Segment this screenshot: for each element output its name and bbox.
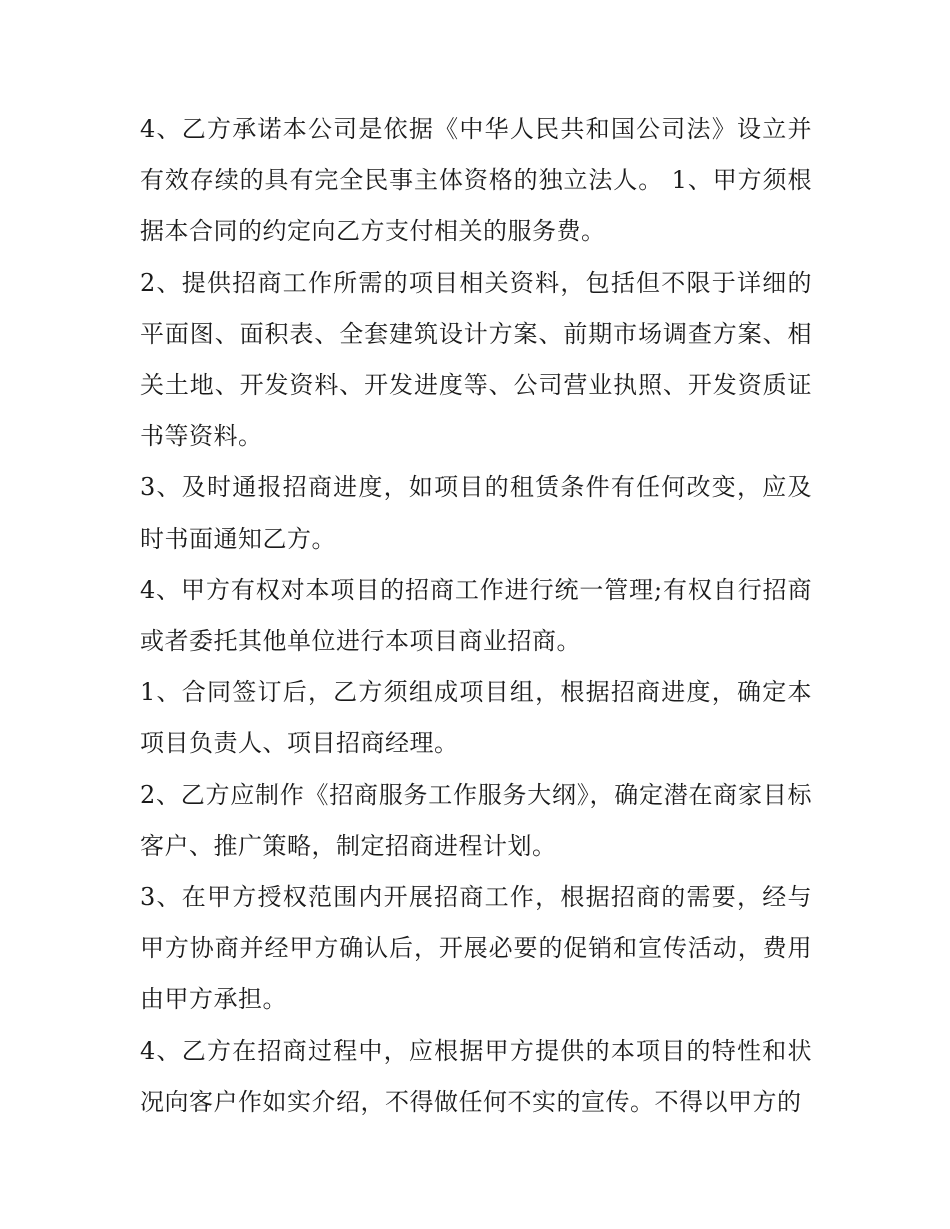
paragraph-3: 3、及时通报招商进度，如项目的租赁条件有任何改变，应及时书面通知乙方。 [140,473,812,553]
paragraph-1: 4、乙方承诺本公司是依据《中华人民共和国公司法》设立并有效存续的具有完全民事主体资格的独立法人。 1、甲方须根据本合同的约定向乙方支付相关的服务费。 [140,115,812,246]
document-body [140,104,812,1128]
paragraph-2: 2、提供招商工作所需的项目相关资料，包括但不限于详细的平面图、面积表、全套建筑设计方案、前期市场调查方案、相关土地、开发资料、开发进度等、公司营业执照、开发资质证书等资料。 [140,268,812,451]
paragraph-4: 4、甲方有权对本项目的招商工作进行统一管理;有权自行招商或者委托其他单位进行本项目商业招商。 [140,575,812,656]
paragraph-8: 4、乙方在招商过程中，应根据甲方提供的本项目的特性和状况向客户作如实介绍，不得做任何不实的宣传。不得以甲方的 [140,1036,812,1116]
paragraph-5: 1、合同签订后，乙方须组成项目组，根据招商进度，确定本项目负责人、项目招商经理。 [140,678,812,758]
paragraph-7: 3、在甲方授权范围内开展招商工作，根据招商的需要，经与甲方协商并经甲方确认后，开展必要的促销和宣传活动，费用由甲方承担。 [140,883,812,1014]
paragraph-6: 2、乙方应制作《招商服务工作服务大纲》，确定潜在商家目标客户、推广策略，制定招商进程计划。 [140,780,812,860]
